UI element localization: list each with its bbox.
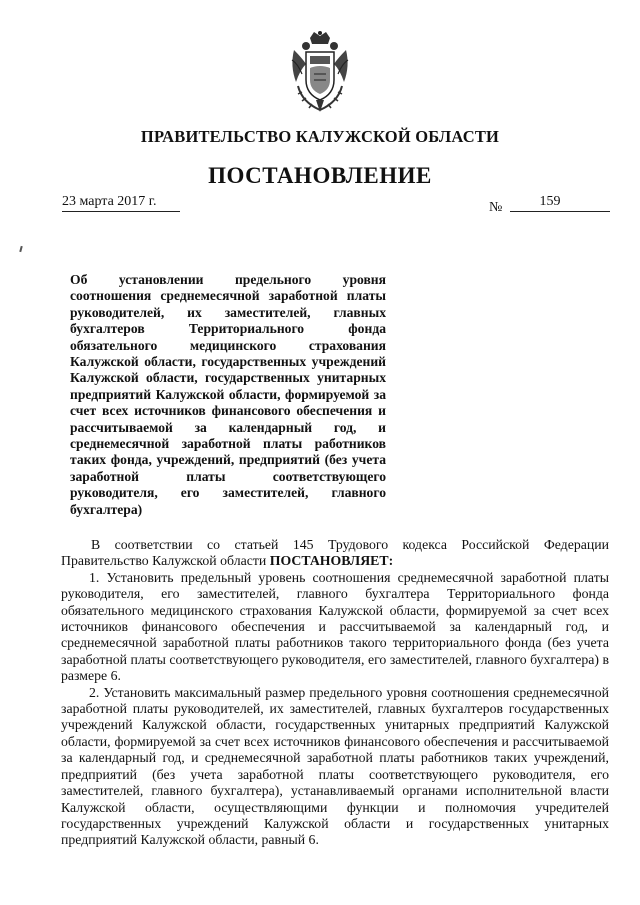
item-1-paragraph: 1. Установить предельный уровень соотношения среднемесячной заработной платы руководителя, его заместителей, главного бухгалтера Территориального фонда обязательного медицинского страхования Калужской области, формируемой за счет всех источников финансового обеспечения и рассчитываемой за календарный год, и среднемесячной заработной платы работников такого территориального фонда (без учета заработной платы соответствующего руководителя, его заместителей, главного бухгалтера) в размере 6.	[61, 569, 609, 684]
document-date: 23 марта 2017 г.	[62, 194, 180, 212]
preamble-paragraph	[61, 537, 609, 570]
margin-mark	[19, 246, 22, 252]
resolution-body	[61, 537, 609, 849]
resolves-keyword: ПОСТАНОВЛЯЕТ:	[269, 553, 394, 569]
coat-of-arms-emblem-icon	[288, 30, 352, 114]
document-number-line	[510, 194, 610, 212]
number-sign: №	[489, 200, 503, 215]
document-number: 159	[539, 194, 561, 209]
preamble-text: В соответствии со статьей 145 Трудового кодекса Российской Федерации Правительство Калужской области	[61, 537, 609, 569]
item-2-paragraph: 2. Установить максимальный размер предельного уровня соотношения среднемесячной заработной платы руководителей, их заместителей, главных бухгалтеров государственных учреждений Калужской области, государственных унитарных предприятий Калужской области, формируемой за счет всех источников финансового обеспечения и рассчитываемой за календарный год, и среднемесячной заработной платы работников таких учреждений, предприятий (без учета заработной платы соответствующего руководителя, его заместителей, главного бухгалтера), устанавливаемый органами исполнительной власти Калужской области, осуществляющими функции и полномочия учредителей государственных учреждений Калужской области и государственных унитарных предприятий Калужской области, равный 6.	[61, 684, 609, 848]
document-type-title: ПОСТАНОВЛЕНИЕ	[208, 163, 432, 188]
resolution-title: Об установлении предельного уровня соотношения среднемесячной заработной платы руководителей, их заместителей, главных бухгалтеров Территориального фонда обязательного медицинского страхования Калужской области, государственных учреждений Калужской области, государственных унитарных предприятий Калужской области, формируемой за счет всех источников финансового обеспечения и рассчитываемой за календарный год, и среднемесячной заработной платы работников таких фонда, учреждений, предприятий (без учета заработной платы соответствующего руководителя, его заместителей, главного бухгалтера)	[70, 272, 386, 517]
organization-name: ПРАВИТЕЛЬСТВО КАЛУЖСКОЙ ОБЛАСТИ	[140, 127, 500, 146]
